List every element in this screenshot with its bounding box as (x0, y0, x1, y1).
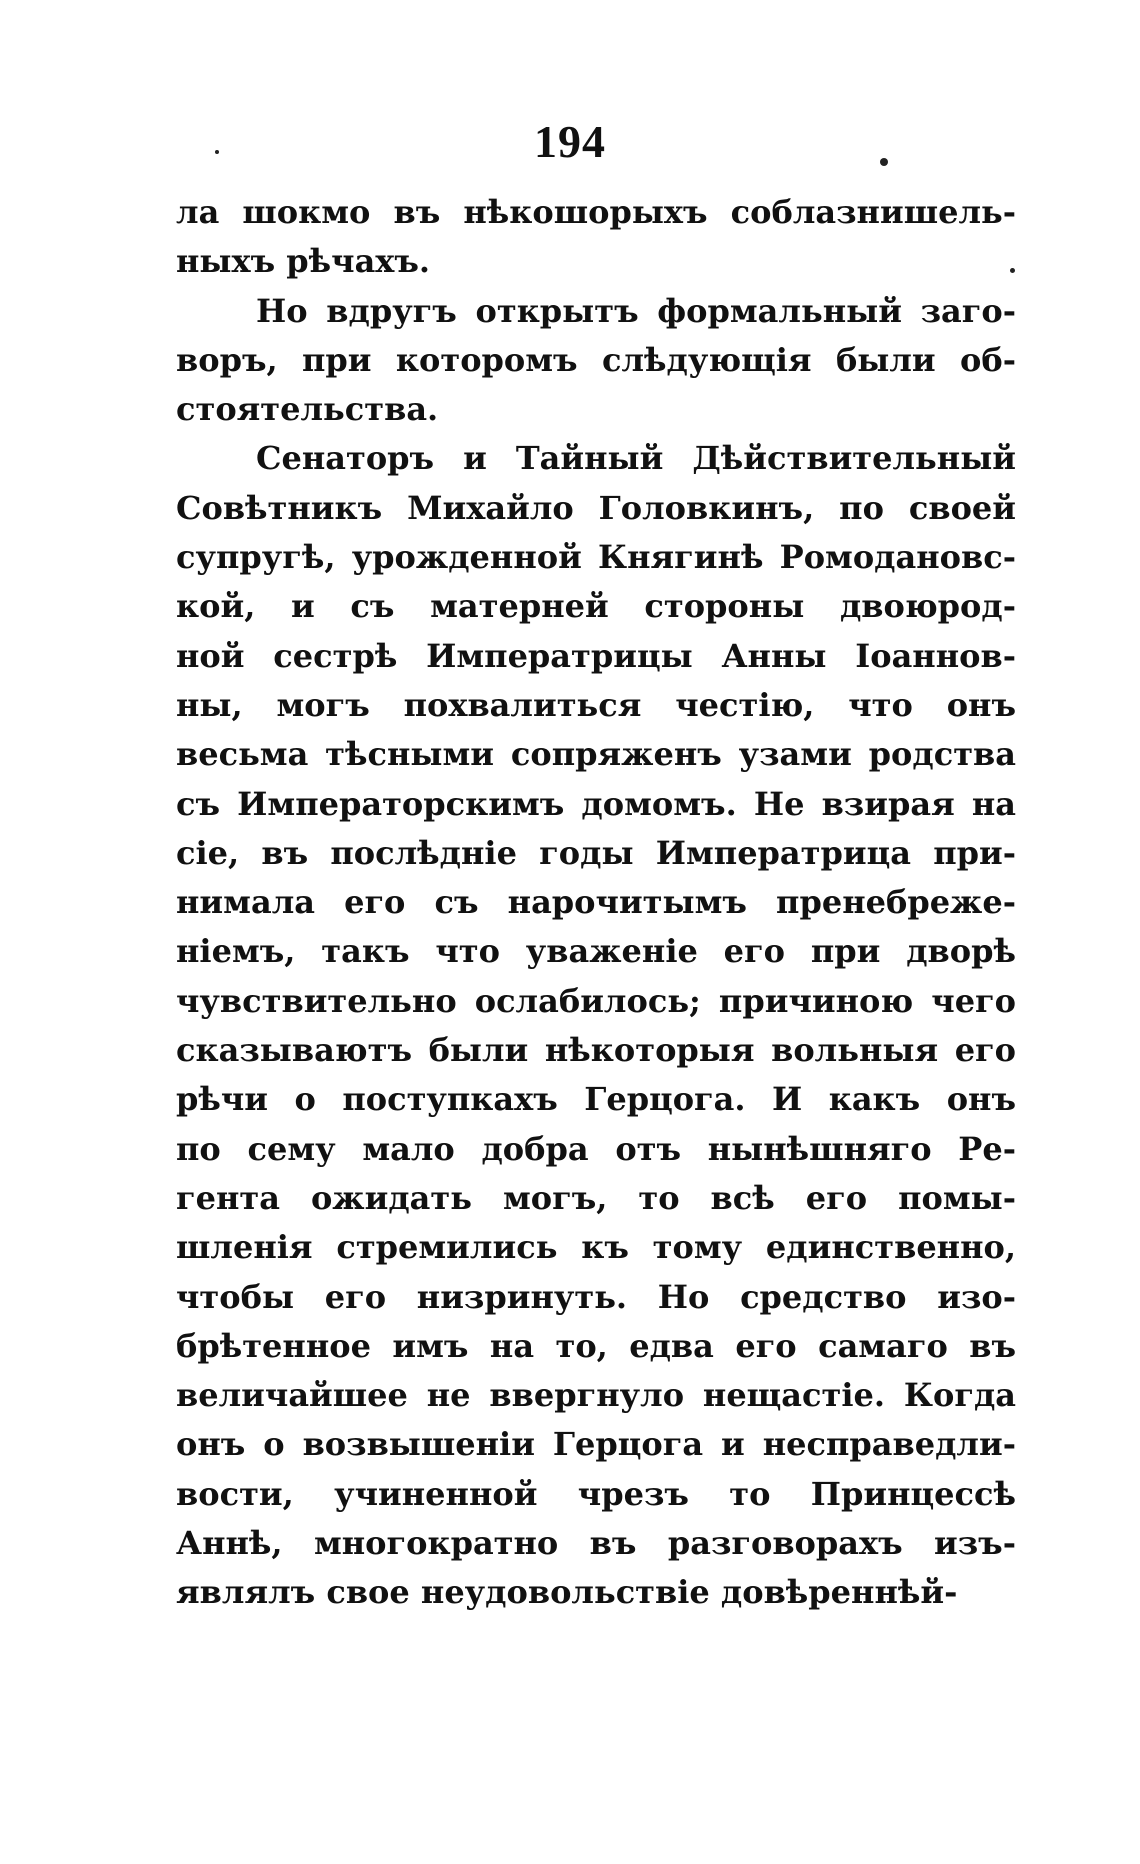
text-line: рѣчи о поступкахъ Герцога. И какъ онъ (176, 1080, 1016, 1119)
body-text (176, 188, 1016, 1618)
text-line: ла шокмо въ нѣкошорыхъ соблазнишель- (176, 193, 1016, 231)
text-line: шленія стремились къ тому единственно, (176, 1228, 1016, 1267)
text-line: стоятельства. (176, 390, 439, 429)
text-line: вости, учиненной чрезъ то Принцессѣ (176, 1474, 1016, 1513)
text-line: чувствительно ослабилось; причиною чего (176, 981, 1016, 1020)
text-line: весьма тѣсными сопряженъ узами родства (176, 735, 1016, 774)
text-line: Аннѣ, многократно въ разговорахъ изъ- (176, 1524, 1016, 1563)
text-line: ніемъ, такъ что уваженіе его при дворѣ (176, 932, 1016, 971)
text-line: по сему мало добра отъ нынѣшняго Ре- (176, 1129, 1016, 1168)
page-number: 194 (534, 116, 606, 167)
text-line: Совѣтникъ Михайло Головкинъ, по своей (176, 488, 1016, 527)
text-line: гента ожидать могъ, то всѣ его помы- (176, 1178, 1016, 1217)
text-line: сказываютъ были нѣкоторыя вольныя его (176, 1031, 1016, 1070)
text-line: величайшее не ввергнуло нещастіе. Когда (176, 1376, 1016, 1415)
text-line: супругѣ, урожденной Княгинѣ Ромодановс- (176, 538, 1016, 577)
text-line: онъ о возвышеніи Герцога и несправедли- (176, 1425, 1016, 1464)
text-line: сіе, въ послѣдніе годы Императрица при- (176, 833, 1016, 872)
print-speck (215, 150, 219, 154)
text-line: воръ, при которомъ слѣдующія были об- (176, 340, 1016, 379)
text-line: съ Императорскимъ домомъ. Не взирая на (176, 784, 1016, 823)
text-line: Сенаторъ и Тайный Дѣйствительный (256, 439, 1016, 478)
text-line: брѣтенное имъ на то, едва его самаго въ (176, 1326, 1016, 1365)
print-speck (880, 158, 888, 166)
text-line: ныхъ рѣчахъ. (176, 242, 431, 281)
text-line: ной сестрѣ Императрицы Анны Іоаннов- (176, 636, 1016, 675)
text-line: кой, и съ матерней стороны двоюрод- (176, 587, 1016, 626)
text-line: ны, могъ похвалиться честію, что онъ (176, 685, 1016, 724)
text-line: Но вдругъ открытъ формальный заго- (256, 291, 1016, 330)
text-line: чтобы его низринуть. Но средство изо- (176, 1277, 1016, 1316)
print-speck (1010, 268, 1015, 273)
text-line: нимала его съ нарочитымъ пренебреже- (176, 883, 1016, 922)
text-line: являлъ свое неудовольствіе довѣреннѣй- (176, 1573, 958, 1612)
